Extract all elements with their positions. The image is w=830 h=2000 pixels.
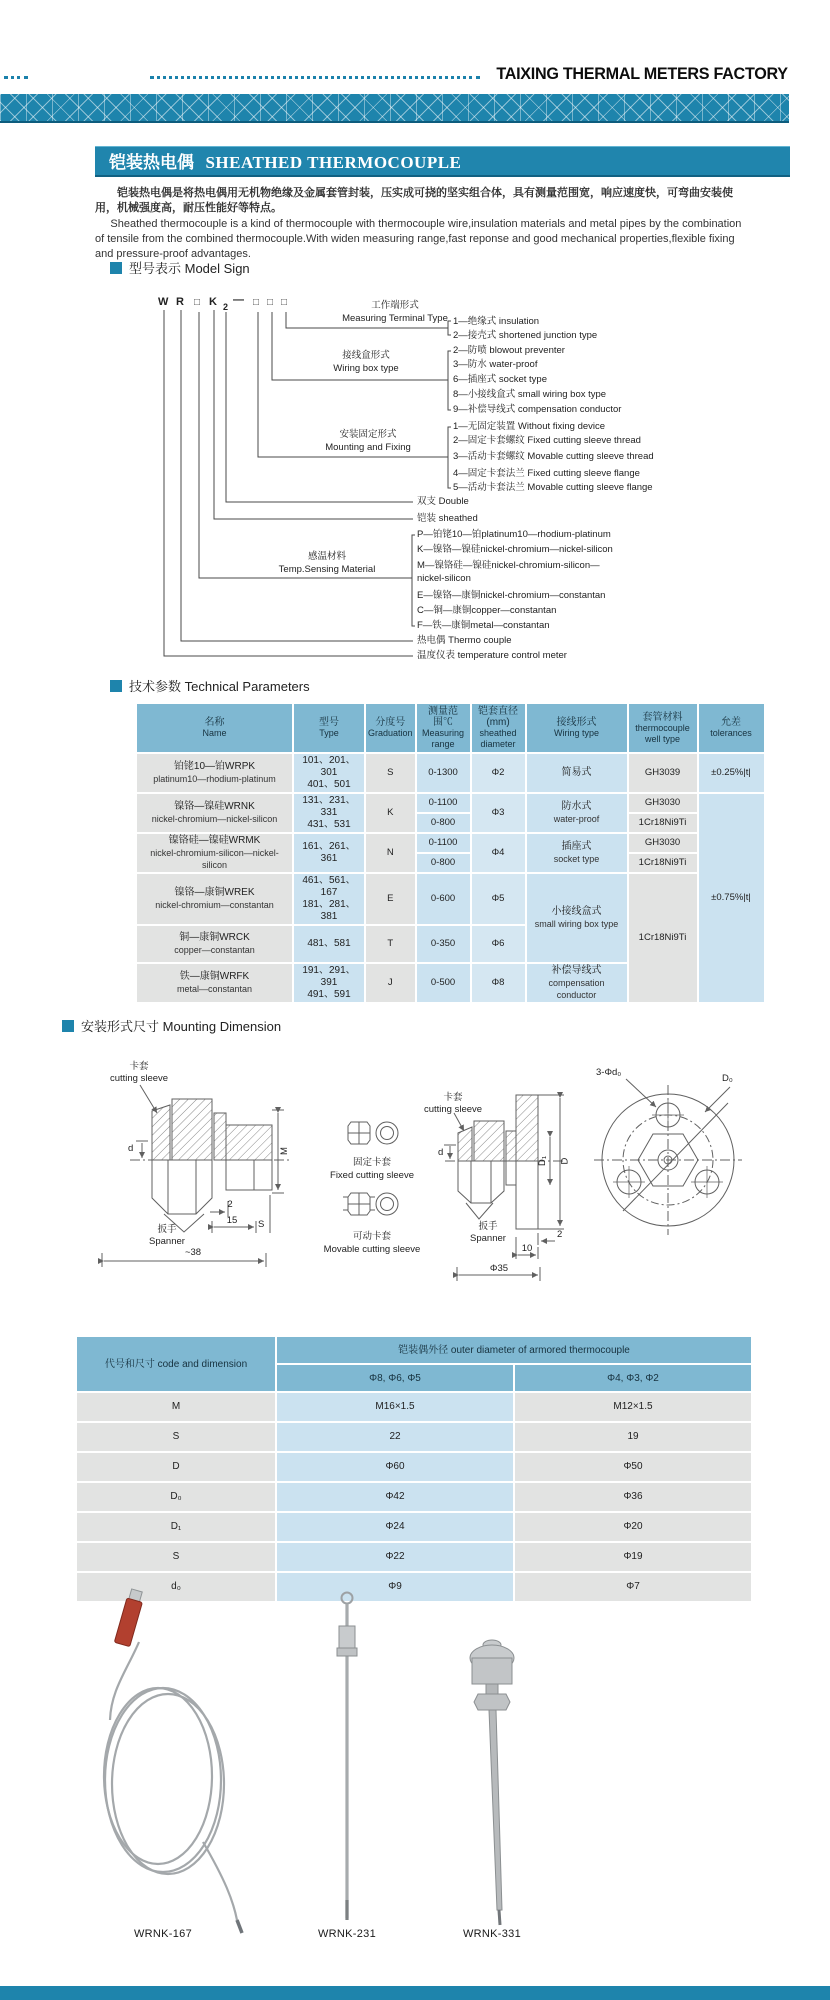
cell-well: 1Cr18Ni9Ti — [629, 874, 697, 1002]
label-dim-15: 15 — [226, 1215, 238, 1226]
cell-graduation: S — [366, 754, 415, 792]
cell-range: 0-350 — [417, 926, 470, 962]
cell-diameter: Φ2 — [472, 754, 525, 792]
cell-code: S — [77, 1423, 275, 1451]
cell-type: 101、201、301 401、501 — [294, 754, 364, 792]
branch-label-mounting — [298, 428, 438, 454]
label-dim-D: D — [559, 1157, 571, 1165]
dotted-rule-short — [4, 76, 28, 79]
cell-graduation: T — [366, 926, 415, 962]
cell-value: Φ22 — [277, 1543, 513, 1571]
technical-parameters-table — [135, 702, 766, 1004]
cell-type: 461、561、167 181、281、381 — [294, 874, 364, 924]
label-dim-s: S — [258, 1219, 265, 1230]
col-header-tolerances: 允差 tolerances — [699, 704, 764, 752]
diagram-item: 5—活动卡套法兰 Movable cutting sleeve flange — [453, 482, 653, 493]
cell-name: 镍铬硅—镍硅WRMK nickel-chromium-silicon—nickel-silicon — [137, 834, 292, 872]
table-row — [137, 794, 764, 832]
cell-graduation: J — [366, 964, 415, 1002]
label-cutting-sleeve-en: cutting sleeve — [423, 1104, 483, 1115]
section-square-icon — [110, 262, 122, 274]
table-row — [77, 1483, 751, 1511]
model-sign-diagram — [95, 288, 760, 678]
code-box-3: □ — [267, 297, 274, 308]
col-header-graduation: 分度号 Graduation — [366, 704, 415, 752]
cell-code: D₀ — [77, 1483, 275, 1511]
col-header-name: 名称 Name — [137, 704, 292, 752]
branch-label-en: Wiring box type — [333, 363, 399, 374]
cell-diameter: Φ6 — [472, 926, 525, 962]
cell-graduation: E — [366, 874, 415, 924]
branch-label-temp-material — [257, 550, 397, 576]
diagram-item: 2—防喷 blowout preventer — [453, 345, 565, 356]
code-char-w: W — [158, 296, 169, 308]
branch-label-en: Measuring Terminal Type — [342, 313, 448, 324]
diagram-item: nickel-silicon — [417, 573, 471, 584]
table-row — [77, 1423, 751, 1451]
cell-range: 0-1100 0-800 — [417, 794, 470, 832]
diagram-item: K—镍铬—镍硅nickel-chromium—nickel-silicon — [417, 544, 613, 555]
dotted-rule-long — [150, 76, 480, 79]
group-header-large: Φ8, Φ6, Φ5 — [277, 1365, 513, 1391]
cell-graduation: N — [366, 834, 415, 872]
section-header-model-sign — [110, 258, 250, 277]
branch-label-zh: 感温材料 — [307, 551, 346, 562]
branch-label-en: Mounting and Fixing — [325, 442, 411, 453]
product-photo-wrnk167 — [85, 1588, 255, 1938]
diagram-item: F—铁—康铜metal—constantan — [417, 620, 550, 631]
cell-code: D — [77, 1453, 275, 1481]
span-header: 铠装偶外径 outer diameter of armored thermocouple — [277, 1337, 751, 1363]
code-char-r: R — [176, 296, 184, 308]
label-spanner-en: Spanner — [470, 1233, 506, 1244]
product-label: WRNK-167 — [133, 1928, 193, 1940]
cell-range: 0-500 — [417, 964, 470, 1002]
code-box-2: □ — [253, 297, 260, 308]
page-title-en: SHEATHED THERMOCOUPLE — [205, 153, 462, 172]
cell-value: Φ50 — [515, 1453, 751, 1481]
cell-code: S — [77, 1543, 275, 1571]
cell-name: 铜—康铜WRCK copper—constantan — [137, 926, 292, 962]
cell-type: 161、261、361 — [294, 834, 364, 872]
section-square-icon — [110, 680, 122, 692]
label-dim-d1: D₁ — [537, 1155, 549, 1167]
branch-label-en: Temp.Sensing Material — [278, 564, 376, 575]
cell-wiring: 插座式 socket type — [527, 834, 627, 872]
label-fixed-sleeve-en: Fixed cutting sleeve — [330, 1170, 414, 1181]
label-movable-sleeve-en: Movable cutting sleeve — [323, 1244, 421, 1255]
cell-value: M12×1.5 — [515, 1393, 751, 1421]
cell-name: 镍铬—镍硅WRNK nickel-chromium—nickel-silicon — [137, 794, 292, 832]
cell-type: 481、581 — [294, 926, 364, 962]
cell-wiring: 简易式 — [527, 754, 627, 792]
code-char-2: 2 — [223, 302, 229, 312]
cell-well: GH3030 1Cr18Ni9Ti — [629, 834, 697, 872]
cell-name: 铁—康铜WRFK metal—constantan — [137, 964, 292, 1002]
label-bolt-holes: 3-Φd₀ — [596, 1067, 622, 1078]
table-header-row — [77, 1337, 751, 1363]
product-label: WRNK-331 — [462, 1928, 522, 1940]
cell-diameter: Φ4 — [472, 834, 525, 872]
code-box-1: □ — [194, 297, 201, 308]
col-header-range: 测量范围℃ Measuring range — [417, 704, 470, 752]
label-dim-2: 2 — [227, 1199, 233, 1210]
branch-label-wiring-box — [296, 349, 436, 375]
code-char-k: K — [209, 296, 217, 308]
cell-value: Φ60 — [277, 1453, 513, 1481]
cell-code: d₀ — [77, 1573, 275, 1601]
branch-label-measuring-terminal — [325, 299, 465, 325]
cell-diameter: Φ3 — [472, 794, 525, 832]
cell-name: 镍铬—康铜WREK nickel-chromium—constantan — [137, 874, 292, 924]
section-header-technical-parameters — [110, 676, 310, 695]
cell-code: D₁ — [77, 1513, 275, 1541]
cell-value: Φ7 — [515, 1573, 751, 1601]
diagram-item: 6—插座式 socket type — [453, 374, 547, 385]
diagram-item-sheathed: 铠装 sheathed — [417, 513, 478, 524]
product-photo-wrnk231 — [318, 1588, 378, 1938]
corner-header: 代号和尺寸 code and dimension — [77, 1337, 275, 1391]
group-header-small: Φ4, Φ3, Φ2 — [515, 1365, 751, 1391]
cell-tolerance: ±0.25%|t| — [699, 754, 764, 792]
table-row — [77, 1513, 751, 1541]
label-dim-d: d — [128, 1143, 134, 1154]
cell-value: Φ19 — [515, 1543, 751, 1571]
page-title — [95, 146, 790, 177]
col-header-type: 型号 Type — [294, 704, 364, 752]
cell-value: Φ9 — [277, 1573, 513, 1601]
cell-code: M — [77, 1393, 275, 1421]
diagram-item-thermocouple: 热电偶 Thermo couple — [417, 635, 512, 646]
cell-range: 0-600 — [417, 874, 470, 924]
label-dim-2: 2 — [557, 1229, 563, 1240]
cell-wiring: 补偿导线式 compensation conductor — [527, 964, 627, 1002]
cell-type: 131、231、331 431、531 — [294, 794, 364, 832]
diagram-item-meter: 温度仪表 temperature control meter — [417, 650, 567, 661]
diagram-item: 2—接壳式 shortened junction type — [453, 330, 598, 341]
cell-name: 铂铑10—铂WRPK platinum10—rhodium-platinum — [137, 754, 292, 792]
lattice-banner — [0, 94, 789, 123]
table-row — [137, 874, 764, 924]
diagram-item: E—镍铬—康铜nickel-chromium—constantan — [417, 590, 606, 601]
diagram-item: 1—无固定装置 Without fixing device — [453, 421, 606, 432]
cell-tolerance: ±0.75%|t| — [699, 794, 764, 1002]
label-spanner-zh: 扳手 — [157, 1224, 177, 1235]
footer-bar — [0, 1986, 830, 2000]
cell-diameter: Φ8 — [472, 964, 525, 1002]
cell-well: GH3030 1Cr18Ni9Ti — [629, 794, 697, 832]
branch-label-zh: 安装固定形式 — [339, 429, 397, 440]
diagram-item: 9—补偿导线式 compensation conductor — [453, 404, 622, 415]
table-row — [77, 1393, 751, 1421]
product-label: WRNK-231 — [317, 1928, 377, 1940]
intro-english: Sheathed thermocouple is a kind of thermocouple with thermocouple wire,insulation materials and metal pipes by the combination of tensile from the combined thermocouple.With widen measuring range,fast reponse and good mechanical properties,flexible fixing and pressure-proof advantages. — [95, 218, 742, 260]
cell-diameter: Φ5 — [472, 874, 525, 924]
table-row — [137, 834, 764, 872]
label-cutting-sleeve-zh: 卡套 — [129, 1061, 149, 1072]
cell-value: 19 — [515, 1423, 751, 1451]
cell-range: 0-1300 — [417, 754, 470, 792]
cell-type: 191、291、391 491、591 — [294, 964, 364, 1002]
label-cutting-sleeve-zh: 卡套 — [443, 1092, 463, 1103]
mounting-drawings — [60, 1015, 775, 1333]
section-header-label: 安装形式尺寸 Mounting Dimension — [81, 1019, 282, 1034]
label-dim-m: M — [278, 1147, 290, 1155]
cell-value: 22 — [277, 1423, 513, 1451]
diagram-item: 2—固定卡套螺纹 Fixed cutting sleeve thread — [453, 435, 641, 446]
col-header-well: 套管材料 thermocouple well type — [629, 704, 697, 752]
table-row — [77, 1453, 751, 1481]
branch-label-zh: 工作端形式 — [371, 300, 419, 311]
diagram-item-double: 双支 Double — [417, 496, 469, 507]
label-bolt-circle: D₀ — [722, 1073, 733, 1084]
diagram-item: 3—防水 water-proof — [453, 359, 538, 370]
cell-value: Φ36 — [515, 1483, 751, 1511]
label-spanner-zh: 扳手 — [478, 1221, 498, 1232]
label-dim-phi35: Φ35 — [489, 1263, 509, 1274]
cell-value: Φ20 — [515, 1513, 751, 1541]
col-header-diameter: 铠套直径(mm) sheathed diameter — [472, 704, 525, 752]
label-dim-38: ~38 — [184, 1247, 202, 1258]
label-spanner-en: Spanner — [149, 1236, 185, 1247]
label-dim-d: d — [438, 1147, 444, 1158]
branch-label-zh: 接线盒形式 — [342, 350, 390, 361]
code-char-dash: — — [233, 294, 244, 306]
cell-value: Φ24 — [277, 1513, 513, 1541]
diagram-item: P—铂铑10—铂platinum10—rhodium-platinum — [417, 529, 611, 540]
label-movable-sleeve-zh: 可动卡套 — [352, 1231, 391, 1242]
cell-wiring: 小接线盒式 small wiring box type — [527, 874, 627, 962]
cell-value: Φ42 — [277, 1483, 513, 1511]
cell-value: M16×1.5 — [277, 1393, 513, 1421]
table-row — [137, 754, 764, 792]
section-header-label: 技术参数 Technical Parameters — [129, 679, 310, 694]
label-dim-10: 10 — [521, 1243, 533, 1254]
cell-graduation: K — [366, 794, 415, 832]
intro-paragraphs — [95, 186, 743, 262]
diagram-item: C—铜—康铜copper—constantan — [417, 605, 557, 616]
intro-chinese: 铠装热电偶是将热电偶用无机物绝缘及金属套管封装，压实成可挠的坚实组合体，具有测量范围宽，响应速度快，可弯曲安装使用，机械强度高，耐压性能好等特点。 — [95, 187, 733, 214]
diagram-item: 1—绝缘式 insulation — [453, 316, 540, 327]
dimension-table — [75, 1335, 753, 1603]
diagram-item: 8—小接线盒式 small wiring box type — [453, 389, 607, 400]
label-fixed-sleeve-zh: 固定卡套 — [352, 1157, 391, 1168]
page-title-zh: 铠装热电偶 — [109, 153, 194, 172]
col-header-wiring: 接线形式 Wiring type — [527, 704, 627, 752]
label-cutting-sleeve-en: cutting sleeve — [109, 1073, 169, 1084]
section-header-label: 型号表示 Model Sign — [129, 261, 250, 276]
diagram-item: 3—活动卡套螺纹 Movable cutting sleeve thread — [453, 451, 654, 462]
code-box-4: □ — [281, 297, 288, 308]
factory-name: TAIXING THERMAL METERS FACTORY — [496, 64, 788, 83]
cell-well: GH3039 — [629, 754, 697, 792]
diagram-item: M—镍铬硅—镍硅nickel-chromium-silicon— — [417, 560, 600, 571]
cell-range: 0-1100 0-800 — [417, 834, 470, 872]
product-photo-wrnk331 — [444, 1588, 544, 1938]
table-header-row — [137, 704, 764, 752]
table-row — [77, 1543, 751, 1571]
diagram-item: 4—固定卡套法兰 Fixed cutting sleeve flange — [453, 468, 640, 479]
cell-wiring: 防水式 water-proof — [527, 794, 627, 832]
